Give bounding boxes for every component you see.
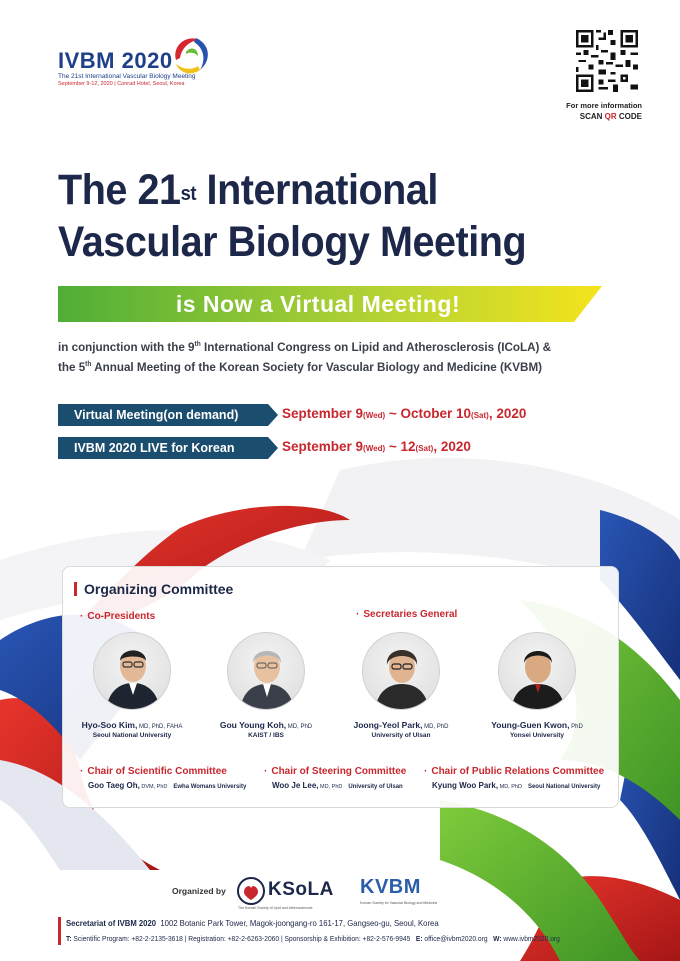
committee-title: Organizing Committee [84, 581, 234, 597]
logo-dates: September 9-12, 2020 | Conrad Hotel, Seoul, Korea [58, 81, 185, 87]
name-text: Goo Taeg Oh, [88, 781, 140, 790]
title-superscript: st [180, 183, 197, 205]
qr-scan-prefix: SCAN [579, 112, 605, 121]
secretariat-address-text: 1002 Botanic Park Tower, Magok-joongang-ro 161-17, Gangseo-gu, Seoul, Korea [160, 918, 439, 928]
bullet-icon: · [80, 611, 84, 622]
name-text: Young-Guen Kwon, [491, 720, 570, 730]
date-part: 12 [400, 439, 416, 454]
conjunction-line-1 [58, 336, 603, 356]
title-line-1 [58, 164, 573, 216]
date-year: , 2020 [488, 406, 527, 421]
date-sep: ~ [385, 439, 401, 454]
chair-person [272, 781, 403, 790]
role-label: Secretaries General [363, 609, 458, 620]
conj-sup: th [194, 341, 201, 348]
role-label: Chair of Steering Committee [271, 766, 407, 777]
avatar-young-guen-kwon [498, 632, 576, 710]
email-label: E: [415, 934, 423, 943]
bullet-icon: · [356, 609, 360, 620]
virtual-meeting-banner: is Now a Virtual Meeting! [175, 291, 461, 317]
qr-code-icon[interactable] [576, 30, 638, 92]
schedule-dates-virtual [282, 406, 526, 421]
ksola-subtitle: The Korean Society of Lipid and Atherosclerosis [238, 906, 313, 910]
name-text: Kyung Woo Park, [432, 781, 499, 790]
qr-scan-suffix: CODE [616, 112, 642, 121]
conjunction-text [58, 336, 603, 376]
schedule-label-virtual: Virtual Meeting(on demand) [58, 404, 268, 426]
date-weekday: (Sat) [415, 444, 434, 453]
bullet-icon: · [424, 766, 428, 777]
name-text: Joong-Yeol Park, [353, 720, 423, 730]
role-secretaries [356, 609, 457, 620]
person-name [477, 720, 597, 730]
role-chair-scientific [80, 766, 227, 777]
person-affiliation: Seoul National University [92, 732, 172, 739]
role-label: Chair of Scientific Committee [87, 766, 227, 777]
page-title [58, 164, 573, 268]
secretariat-address [66, 918, 439, 928]
degree-text: MD, PhD, FAHA [137, 724, 183, 730]
contact-line [66, 934, 560, 943]
date-part: October 10 [400, 406, 472, 421]
avatar-joong-yeol-park [362, 632, 440, 710]
ivbm-logo[interactable] [58, 28, 218, 94]
conjunction-line-2 [58, 356, 603, 376]
date-year: , 2020 [433, 439, 471, 454]
person-affiliation: KAIST / IBS [248, 732, 284, 739]
ksola-logo[interactable]: KSoLA [268, 879, 334, 900]
qr-scan-label [560, 112, 642, 121]
role-label: Chair of Public Relations Committee [431, 766, 605, 777]
logo-wordmark: IVBM 2020 [58, 48, 173, 73]
kvbm-subtitle: Korean Society for Vascular Biology and Medicine [360, 901, 438, 905]
degree-text: MD, PhD [286, 724, 313, 730]
date-weekday: (Sat) [471, 411, 489, 420]
degree-text: MD, PhD [422, 724, 449, 730]
affiliation-text: Ewha Womans University [173, 784, 247, 790]
name-text: Woo Je Lee, [272, 781, 319, 790]
chair-person [88, 781, 246, 790]
degree-text: MD, PhD [318, 784, 343, 790]
footer-accent-bar [58, 917, 61, 945]
person-name [341, 720, 461, 730]
conj-part: the 5 [58, 360, 86, 375]
conj-part: Annual Meeting of the Korean Society for Vascular Biology and Medicine (KVBM) [91, 360, 543, 375]
title-part: The 21 [58, 166, 181, 214]
bullet-icon: · [264, 766, 268, 777]
person-affiliation: Yonsei University [509, 732, 565, 739]
ksola-logo-icon[interactable] [236, 876, 266, 906]
schedule-dates-live [282, 439, 471, 454]
person-name [72, 720, 192, 730]
conj-part: International Congress on Lipid and Atherosclerosis (ICoLA) & [200, 340, 552, 355]
conj-sup: th [85, 361, 92, 369]
role-chair-steering [264, 766, 406, 777]
avatar-hyo-soo-kim [93, 632, 171, 710]
affiliation-text: Seoul National University [527, 784, 601, 790]
role-chair-public-relations [424, 766, 604, 777]
chair-person [432, 781, 600, 790]
affiliation-text: University of Ulsan [348, 784, 403, 790]
date-part: September 9 [282, 406, 364, 421]
qr-scan-accent: QR [604, 112, 617, 121]
organized-by-label: Organized by [172, 886, 226, 896]
bullet-icon: · [80, 766, 84, 777]
logo-tagline: The 21st International Vascular Biology Meeting [58, 73, 196, 80]
date-sep: ~ [385, 406, 401, 421]
name-text: Hyo-Soo Kim, [81, 720, 138, 730]
person-name [206, 720, 326, 730]
avatar-gou-young-koh [227, 632, 305, 710]
logo-swirl-icon [166, 30, 214, 78]
conj-part: in conjunction with the 9 [58, 340, 195, 355]
pill-arrow-icon [268, 437, 278, 459]
name-text: Gou Young Koh, [219, 720, 287, 730]
degree-text: DVM, PhD [139, 784, 168, 790]
qr-caption: For more information [566, 101, 642, 110]
degree-text: MD, PhD [498, 784, 522, 790]
title-part: International [196, 166, 438, 214]
section-accent-bar [74, 582, 77, 596]
kvbm-logo[interactable]: KVBM [360, 876, 421, 898]
schedule-label-live: IVBM 2020 LIVE for Korean [58, 437, 268, 459]
date-weekday: (Wed) [363, 411, 386, 420]
pill-arrow-icon [268, 404, 278, 426]
phone-label: T: [66, 934, 72, 943]
email-link[interactable]: office@ivbm2020.org [422, 934, 488, 943]
phone-numbers: Scientific Program: +82-2-2135-3618 | Registration: +82-2-6263-2060 | Sponsorship & Exhibition: +82-2-576-9945 [71, 934, 411, 943]
person-affiliation: University of Ulsan [371, 732, 431, 739]
date-weekday: (Wed) [363, 444, 386, 453]
title-line-2: Vascular Biology Meeting [58, 218, 527, 266]
website-link[interactable]: www.ivbm2020.org [501, 934, 560, 943]
secretariat-label: Secretariat of IVBM 2020 [66, 918, 157, 928]
degree-text: PhD [569, 724, 583, 730]
role-label: Co-Presidents [87, 611, 156, 622]
website-label: W: [493, 934, 502, 943]
date-part: September 9 [282, 439, 364, 454]
role-co-presidents [80, 611, 155, 622]
